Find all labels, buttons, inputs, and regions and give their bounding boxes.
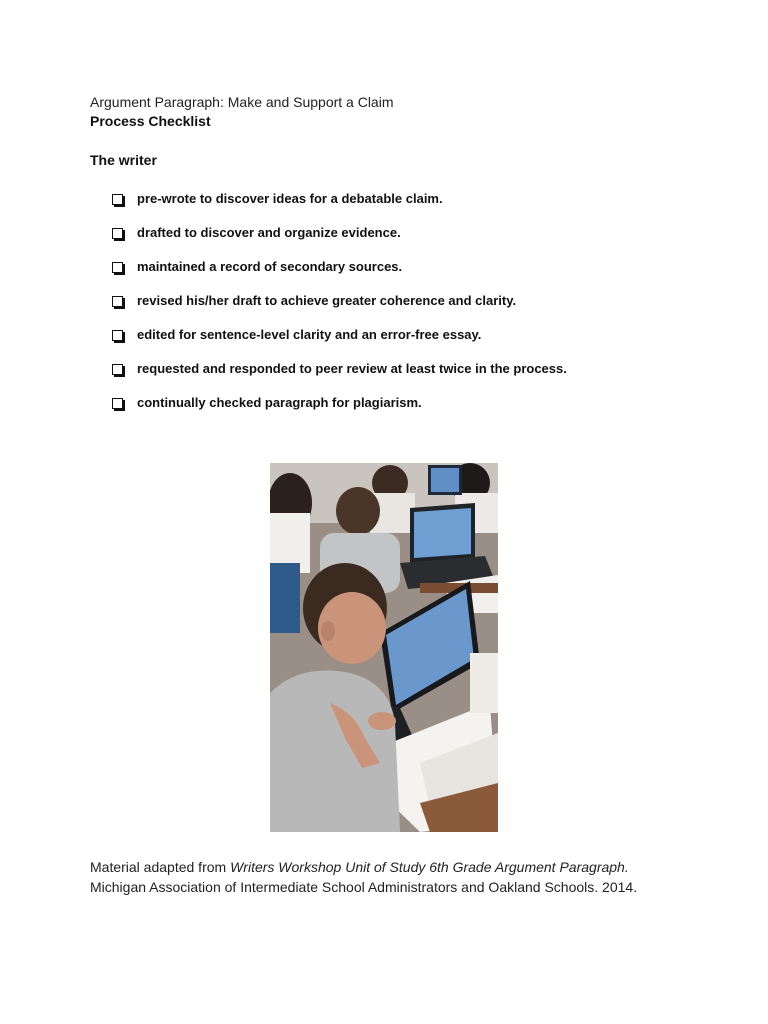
checkbox-icon[interactable] xyxy=(112,228,123,239)
checkbox-icon[interactable] xyxy=(112,398,123,409)
section-label: The writer xyxy=(90,152,157,168)
checklist-item-label: requested and responded to peer review at least twice in the process. xyxy=(137,361,567,376)
checkbox-icon[interactable] xyxy=(112,330,123,341)
document-title: Argument Paragraph: Make and Support a Claim xyxy=(90,94,394,110)
checklist-item xyxy=(110,394,567,428)
checkbox-icon[interactable] xyxy=(112,296,123,307)
process-checklist xyxy=(110,190,567,428)
checklist-item-label: edited for sentence-level clarity and an error-free essay. xyxy=(137,327,482,342)
checklist-item xyxy=(110,292,567,326)
checklist-item xyxy=(110,360,567,394)
checklist-item xyxy=(110,258,567,292)
checklist-item-label: maintained a record of secondary sources. xyxy=(137,259,403,274)
checklist-item xyxy=(110,326,567,360)
credit-publisher: Michigan Association of Intermediate School Administrators and Oakland Schools. 2014. xyxy=(90,879,638,895)
document-subtitle: Process Checklist xyxy=(90,113,211,129)
source-credit xyxy=(90,857,730,897)
credit-source-title: Writers Workshop Unit of Study 6th Grade Argument Paragraph. xyxy=(230,859,629,875)
checkbox-icon[interactable] xyxy=(112,262,123,273)
checklist-item xyxy=(110,190,567,224)
checklist-item-label: revised his/her draft to achieve greater coherence and clarity. xyxy=(137,293,517,308)
checklist-item-label: drafted to discover and organize evidence. xyxy=(137,225,401,240)
checklist-item-label: continually checked paragraph for plagiarism. xyxy=(137,395,422,410)
photo-illustration xyxy=(270,463,498,832)
checkbox-icon[interactable] xyxy=(112,364,123,375)
checkbox-icon[interactable] xyxy=(112,194,123,205)
checklist-item-label: pre-wrote to discover ideas for a debatable claim. xyxy=(137,191,443,206)
credit-prefix: Material adapted from xyxy=(90,859,231,875)
students-at-laptops-photo xyxy=(270,463,498,832)
checklist-item xyxy=(110,224,567,258)
